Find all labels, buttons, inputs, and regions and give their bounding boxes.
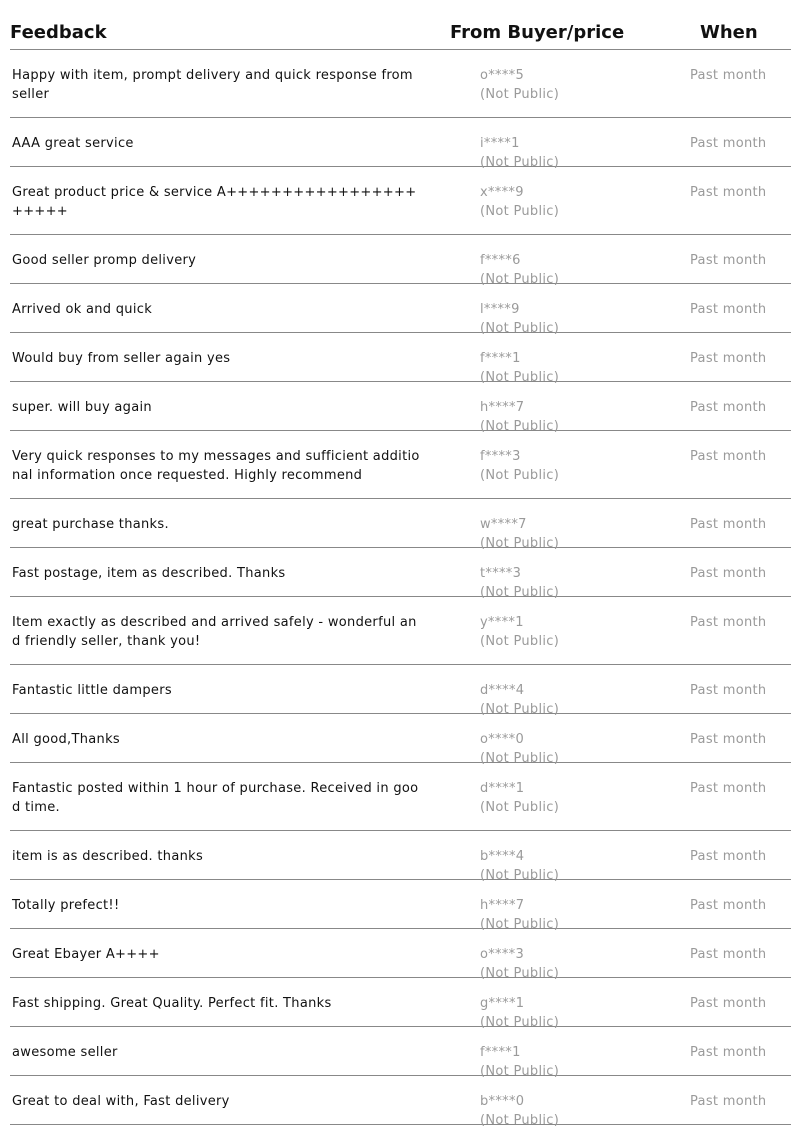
buyer-visibility: (Not Public) <box>480 966 560 981</box>
table-row <box>10 1076 791 1128</box>
table-row <box>10 978 791 1030</box>
buyer-id: g****1 <box>480 996 525 1011</box>
buyer-visibility: (Not Public) <box>480 1113 560 1128</box>
buyer-id: d****1 <box>480 781 525 796</box>
buyer-visibility: (Not Public) <box>480 321 560 336</box>
feedback-when: Past month <box>690 781 767 796</box>
table-row <box>10 284 791 336</box>
feedback-when: Past month <box>690 253 767 268</box>
table-row <box>10 431 791 499</box>
buyer-visibility: (Not Public) <box>480 751 560 766</box>
feedback-when: Past month <box>690 1094 767 1109</box>
buyer-id: f****1 <box>480 1045 521 1060</box>
table-row <box>10 235 791 287</box>
buyer-visibility: (Not Public) <box>480 370 560 385</box>
feedback-comment: great purchase thanks. <box>12 517 169 532</box>
buyer-visibility: (Not Public) <box>480 1015 560 1030</box>
feedback-comment: Totally prefect!! <box>12 898 120 913</box>
buyer-id: h****7 <box>480 898 525 913</box>
buyer-id: t****3 <box>480 566 522 581</box>
buyer-visibility: (Not Public) <box>480 87 560 102</box>
feedback-when: Past month <box>690 136 767 151</box>
feedback-when: Past month <box>690 449 767 464</box>
feedback-comment: Arrived ok and quick <box>12 302 153 317</box>
feedback-comment: item is as described. thanks <box>12 849 204 864</box>
feedback-when: Past month <box>690 732 767 747</box>
feedback-comment: Good seller promp delivery <box>12 253 197 268</box>
feedback-when: Past month <box>690 898 767 913</box>
feedback-when: Past month <box>690 996 767 1011</box>
feedback-comment: Fast shipping. Great Quality. Perfect fit. Thanks <box>12 996 332 1011</box>
table-row <box>10 499 791 551</box>
feedback-comment: All good,Thanks <box>12 732 120 747</box>
feedback-when: Past month <box>690 351 767 366</box>
header-feedback: Feedback <box>10 22 107 43</box>
buyer-id: i****1 <box>480 136 520 151</box>
buyer-id: f****1 <box>480 351 521 366</box>
table-row <box>10 665 791 717</box>
table-row <box>10 831 791 883</box>
buyer-visibility: (Not Public) <box>480 702 560 717</box>
buyer-cell <box>480 779 559 817</box>
feedback-table <box>10 0 791 1128</box>
buyer-visibility: (Not Public) <box>480 917 560 932</box>
buyer-visibility: (Not Public) <box>480 1064 560 1079</box>
table-row <box>10 50 791 118</box>
buyer-cell <box>480 66 559 104</box>
feedback-comment: Fast postage, item as described. Thanks <box>12 566 286 581</box>
table-row <box>10 763 791 831</box>
buyer-visibility: (Not Public) <box>480 800 560 815</box>
buyer-id: f****3 <box>480 449 521 464</box>
feedback-comment: Fantastic posted within 1 hour of purchase. Received in good time. <box>12 781 419 815</box>
feedback-comment: Great to deal with, Fast delivery <box>12 1094 230 1109</box>
feedback-comment: Item exactly as described and arrived safely - wonderful and friendly seller, thank you! <box>12 615 417 649</box>
buyer-id: o****5 <box>480 68 525 83</box>
buyer-id: y****1 <box>480 615 524 630</box>
table-row <box>10 167 791 235</box>
feedback-when: Past month <box>690 947 767 962</box>
buyer-id: o****3 <box>480 947 525 962</box>
table-row <box>10 714 791 766</box>
table-row <box>10 382 791 434</box>
feedback-when: Past month <box>690 615 767 630</box>
feedback-when: Past month <box>690 68 767 83</box>
buyer-id: w****7 <box>480 517 527 532</box>
feedback-comment: AAA great service <box>12 136 134 151</box>
feedback-when: Past month <box>690 185 767 200</box>
table-row <box>10 929 791 981</box>
feedback-when: Past month <box>690 683 767 698</box>
buyer-cell <box>480 183 559 221</box>
table-row <box>10 1027 791 1079</box>
buyer-cell <box>480 447 559 485</box>
buyer-visibility: (Not Public) <box>480 155 560 170</box>
feedback-comment: awesome seller <box>12 1045 118 1060</box>
header-when: When <box>700 22 758 43</box>
feedback-comment: Great Ebayer A++++ <box>12 947 160 962</box>
buyer-visibility: (Not Public) <box>480 272 560 287</box>
table-row <box>10 333 791 385</box>
feedback-comment: Happy with item, prompt delivery and quick response from seller <box>12 68 413 102</box>
feedback-comment: Fantastic little dampers <box>12 683 172 698</box>
buyer-visibility: (Not Public) <box>480 868 560 883</box>
buyer-visibility: (Not Public) <box>480 204 560 219</box>
buyer-visibility: (Not Public) <box>480 419 560 434</box>
buyer-id: l****9 <box>480 302 520 317</box>
buyer-id: b****0 <box>480 1094 525 1109</box>
feedback-when: Past month <box>690 566 767 581</box>
feedback-rows <box>10 50 791 1128</box>
feedback-when: Past month <box>690 517 767 532</box>
buyer-id: d****4 <box>480 683 525 698</box>
feedback-when: Past month <box>690 302 767 317</box>
buyer-id: f****6 <box>480 253 521 268</box>
buyer-id: x****9 <box>480 185 524 200</box>
feedback-when: Past month <box>690 1045 767 1060</box>
buyer-visibility: (Not Public) <box>480 585 560 600</box>
feedback-when: Past month <box>690 849 767 864</box>
feedback-comment: Very quick responses to my messages and sufficient additional information once requested. Highly recommend <box>12 449 420 483</box>
buyer-id: h****7 <box>480 400 525 415</box>
buyer-visibility: (Not Public) <box>480 536 560 551</box>
buyer-id: b****4 <box>480 849 525 864</box>
table-header <box>10 0 791 50</box>
buyer-visibility: (Not Public) <box>480 634 560 649</box>
buyer-cell <box>480 1092 559 1130</box>
buyer-visibility: (Not Public) <box>480 468 560 483</box>
buyer-id: o****0 <box>480 732 525 747</box>
table-row <box>10 548 791 600</box>
feedback-comment: Would buy from seller again yes <box>12 351 231 366</box>
feedback-comment: Great product price & service A++++++++++++++++++++++ <box>12 185 417 219</box>
buyer-cell <box>480 613 559 651</box>
table-row <box>10 880 791 932</box>
feedback-comment: super. will buy again <box>12 400 152 415</box>
table-row <box>10 597 791 665</box>
header-from-buyer: From Buyer/price <box>450 22 625 43</box>
table-row <box>10 118 791 170</box>
feedback-when: Past month <box>690 400 767 415</box>
